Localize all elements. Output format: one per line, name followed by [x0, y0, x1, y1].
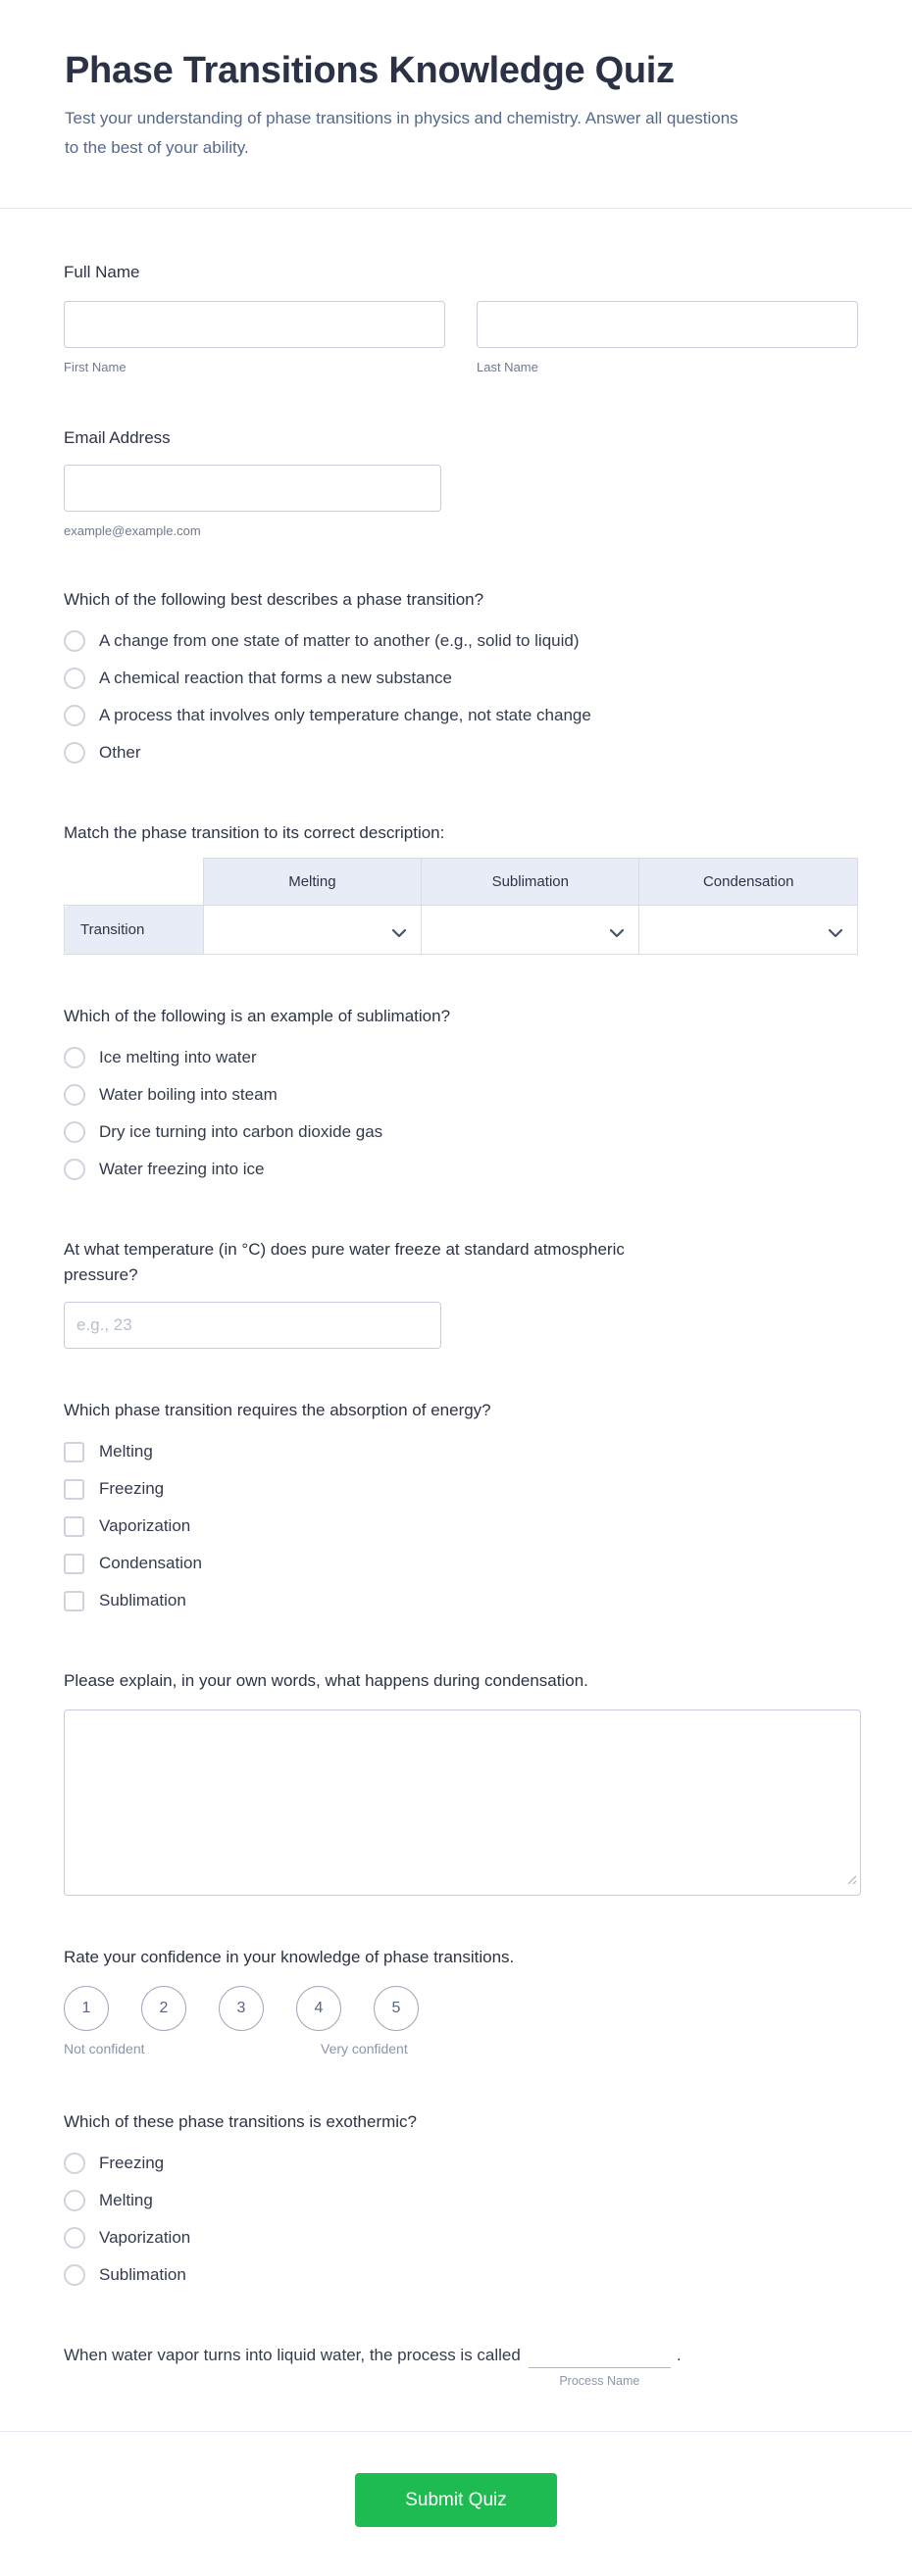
process-name-input[interactable] [529, 2346, 671, 2368]
checkbox-icon[interactable] [64, 1591, 84, 1611]
radio-option[interactable] [64, 1039, 858, 1076]
radio-option[interactable] [64, 697, 858, 734]
radio-options [64, 1039, 858, 1188]
submit-quiz-button[interactable]: Submit Quiz [355, 2473, 557, 2527]
radio-icon[interactable] [64, 2153, 85, 2174]
question-label: Which of the following is an example of sublimation? [64, 1007, 451, 1025]
scale-min-label: Not confident [64, 2041, 145, 2056]
question-label: Which of these phase transitions is exothermic? [64, 2112, 418, 2131]
scale-option-1[interactable]: 1 [64, 1986, 109, 2031]
scale-labels [64, 2041, 858, 2060]
option-label: Melting [99, 2191, 153, 2209]
checkbox-option[interactable] [64, 1582, 858, 1619]
email-input[interactable] [64, 465, 441, 512]
question-describe-phase-transition [64, 587, 858, 771]
fill-blank-suffix: . [676, 2346, 682, 2364]
resize-grip-icon[interactable] [846, 1872, 857, 1890]
question-email [64, 425, 858, 538]
radio-icon[interactable] [64, 630, 85, 652]
option-label: Ice melting into water [99, 1048, 257, 1066]
option-label: Water boiling into steam [99, 1085, 278, 1104]
radio-option[interactable] [64, 1151, 858, 1188]
checkbox-option[interactable] [64, 1545, 858, 1582]
scale-option-4[interactable]: 4 [296, 1986, 341, 2031]
radio-icon[interactable] [64, 668, 85, 689]
chevron-down-icon [610, 925, 624, 943]
process-name-sublabel: Process Name [559, 2374, 640, 2388]
scale-option-5[interactable]: 5 [374, 1986, 419, 2031]
form-description: Test your understanding of phase transitions in physics and chemistry. Answer all questions to the best of your ability. [65, 109, 738, 157]
option-label: A process that involves only temperature change, not state change [99, 706, 591, 724]
matrix-select-sublimation[interactable] [422, 906, 639, 955]
scale-options [64, 1986, 858, 2031]
option-label: Freezing [99, 1479, 165, 1498]
matrix-table [64, 858, 858, 955]
last-name-group [477, 301, 858, 374]
checkbox-icon[interactable] [64, 1479, 84, 1500]
scale-max-label: Very confident [321, 2041, 408, 2056]
matrix-row-label: Transition [65, 906, 204, 955]
first-name-input[interactable] [64, 301, 445, 348]
radio-option[interactable] [64, 2182, 858, 2219]
option-label: Sublimation [99, 2265, 186, 2284]
question-fill-blank [64, 2343, 858, 2388]
first-name-sublabel: First Name [64, 360, 127, 374]
checkbox-option[interactable] [64, 1470, 858, 1508]
radio-icon[interactable] [64, 705, 85, 726]
chevron-down-icon [392, 925, 406, 943]
matrix-select-melting[interactable] [203, 906, 421, 955]
radio-option[interactable] [64, 1076, 858, 1114]
question-match-matrix [64, 820, 858, 955]
radio-icon[interactable] [64, 2227, 85, 2249]
radio-option[interactable] [64, 1114, 858, 1151]
option-label: Condensation [99, 1554, 202, 1572]
option-label: Freezing [99, 2154, 165, 2172]
explanation-textarea[interactable] [64, 1709, 861, 1896]
question-confidence-scale [64, 1945, 858, 2060]
checkbox-options [64, 1433, 858, 1619]
temperature-input[interactable] [64, 1302, 441, 1349]
first-name-group [64, 301, 445, 374]
form-header [0, 0, 912, 209]
email-sublabel: example@example.com [64, 523, 201, 538]
option-label: Melting [99, 1442, 153, 1461]
full-name-label: Full Name [64, 263, 140, 281]
radio-option-other[interactable] [64, 734, 858, 771]
checkbox-option[interactable] [64, 1433, 858, 1470]
matrix-column-melting: Melting [203, 859, 421, 906]
option-label: Vaporization [99, 1516, 191, 1535]
radio-icon[interactable] [64, 1047, 85, 1068]
question-explain-condensation [64, 1668, 858, 1896]
checkbox-icon[interactable] [64, 1554, 84, 1574]
radio-icon[interactable] [64, 1084, 85, 1106]
option-label: Water freezing into ice [99, 1160, 265, 1178]
option-label: A chemical reaction that forms a new substance [99, 669, 453, 687]
question-energy-absorption [64, 1398, 858, 1619]
radio-icon[interactable] [64, 2264, 85, 2286]
textarea-wrapper [64, 1709, 861, 1896]
matrix-corner-cell [65, 859, 204, 906]
radio-options [64, 622, 858, 771]
question-full-name [64, 260, 858, 374]
fill-blank-group [529, 2343, 671, 2388]
email-label: Email Address [64, 428, 171, 447]
radio-option[interactable] [64, 2219, 858, 2256]
radio-option[interactable] [64, 660, 858, 697]
radio-options [64, 2145, 858, 2294]
option-label: A change from one state of matter to another (e.g., solid to liquid) [99, 631, 580, 650]
matrix-column-sublimation: Sublimation [422, 859, 639, 906]
chevron-down-icon [829, 925, 842, 943]
checkbox-icon[interactable] [64, 1516, 84, 1537]
question-freezing-temperature [64, 1237, 858, 1349]
question-label: At what temperature (in °C) does pure water freeze at standard atmospheric pressure? [64, 1240, 625, 1284]
form-footer [0, 2431, 912, 2576]
question-label: Match the phase transition to its correct description: [64, 823, 445, 842]
radio-option[interactable] [64, 2145, 858, 2182]
radio-option[interactable] [64, 622, 858, 660]
question-label: Please explain, in your own words, what happens during condensation. [64, 1671, 588, 1690]
question-label: Which of the following best describes a phase transition? [64, 590, 484, 609]
radio-option[interactable] [64, 2256, 858, 2294]
radio-icon[interactable] [64, 2190, 85, 2211]
radio-icon[interactable] [64, 1159, 85, 1180]
option-label: Sublimation [99, 1591, 186, 1610]
scale-option-2[interactable]: 2 [141, 1986, 186, 2031]
last-name-input[interactable] [477, 301, 858, 348]
page-title: Phase Transitions Knowledge Quiz [65, 50, 675, 91]
name-inputs-row [64, 301, 858, 374]
last-name-sublabel: Last Name [477, 360, 538, 374]
option-label: Vaporization [99, 2228, 191, 2247]
option-label: Dry ice turning into carbon dioxide gas [99, 1122, 383, 1141]
radio-icon[interactable] [64, 742, 85, 764]
question-label: Rate your confidence in your knowledge of phase transitions. [64, 1948, 515, 1966]
checkbox-option[interactable] [64, 1508, 858, 1545]
question-label: Which phase transition requires the absorption of energy? [64, 1401, 491, 1419]
fill-blank-prefix: When water vapor turns into liquid water, the process is called [64, 2346, 521, 2364]
scale-option-3[interactable]: 3 [219, 1986, 264, 2031]
radio-icon[interactable] [64, 1121, 85, 1143]
question-sublimation-example [64, 1004, 858, 1188]
checkbox-icon[interactable] [64, 1442, 84, 1462]
option-label: Other [99, 743, 141, 762]
form-body [0, 260, 912, 2388]
matrix-column-condensation: Condensation [639, 859, 858, 906]
matrix-select-condensation[interactable] [639, 906, 858, 955]
question-exothermic [64, 2109, 858, 2294]
